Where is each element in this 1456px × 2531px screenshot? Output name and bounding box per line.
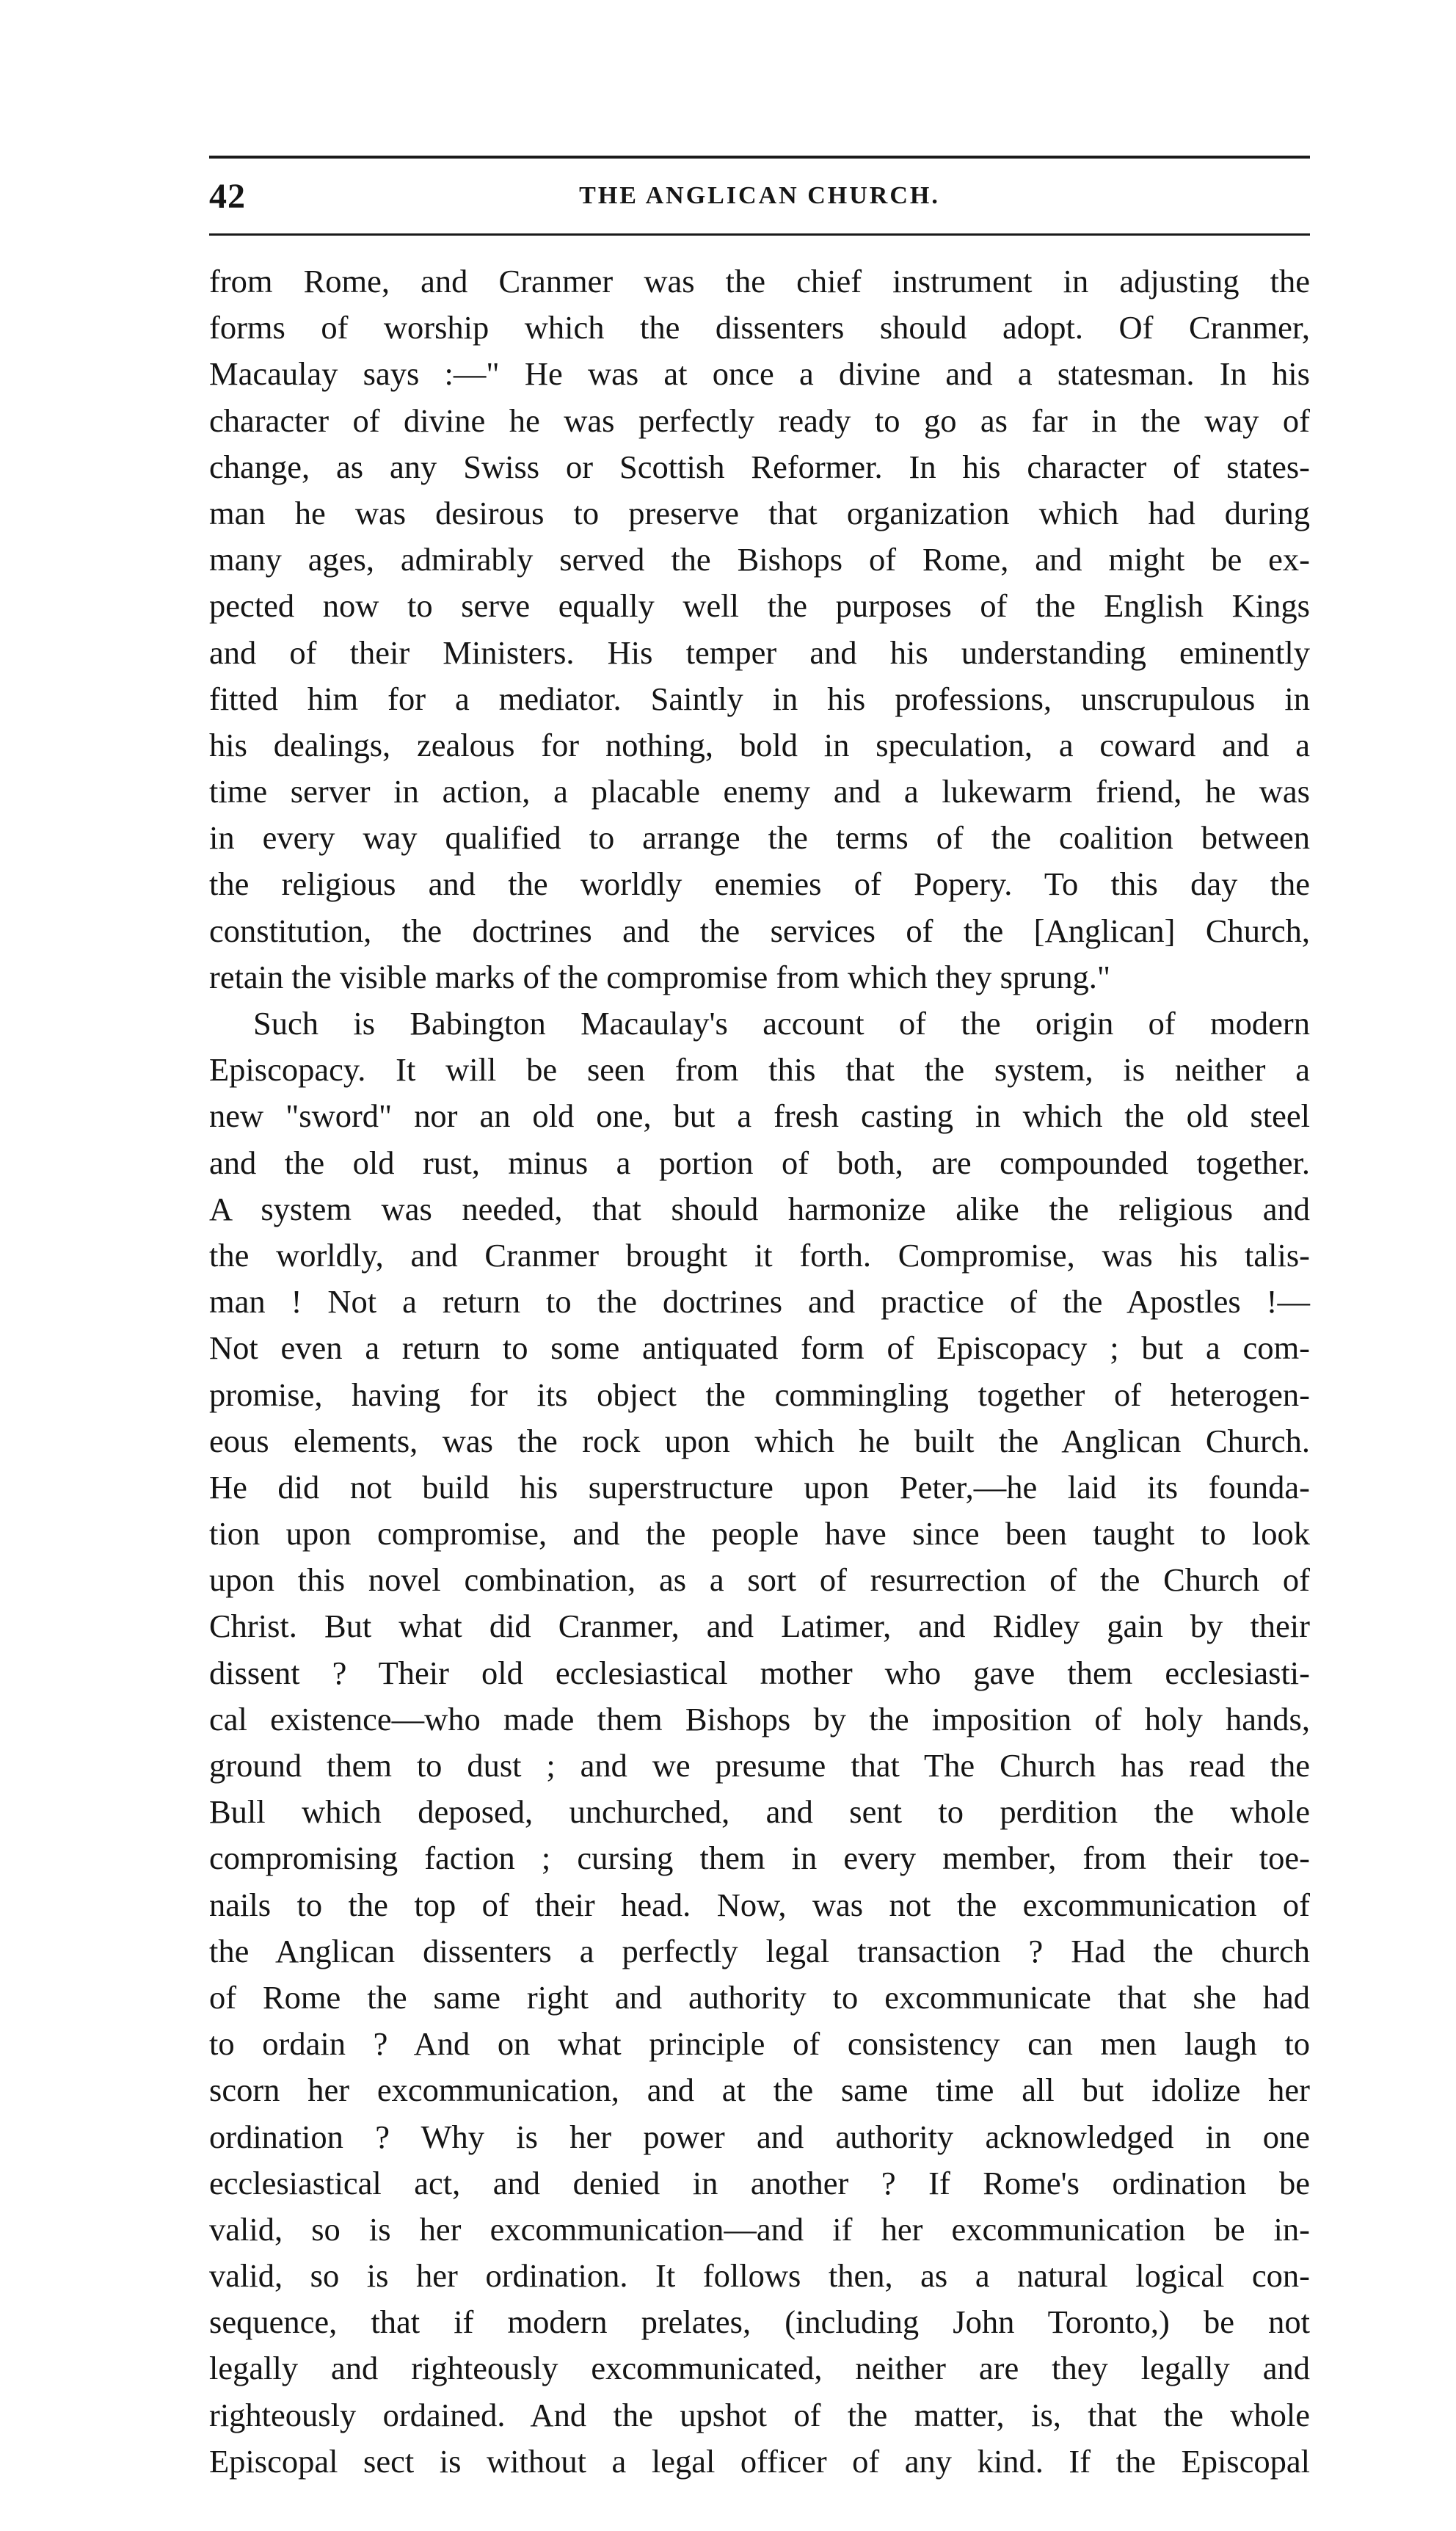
body-text [209, 258, 1310, 2531]
text-line: of Rome the same right and authority to excommunicate that she had [209, 1978, 1310, 2016]
text-line: in every way qualified to arrange the terms of the coalition between [209, 819, 1310, 857]
text-line: constitution, the doctrines and the services of the [Anglican] Church, [209, 912, 1310, 949]
text-line: retain the visible marks of the compromise from which they sprung." [209, 958, 1111, 995]
text-line: Episcopacy. It will be seen from this that the system, is neither a [209, 1051, 1310, 1089]
text-line: scorn her excommunication, and at the same time all but idolize her [209, 2071, 1310, 2109]
text-line: the worldly, and Cranmer brought it forth. Compromise, was his talis- [209, 1236, 1310, 1274]
text-line: ecclesiastical act, and denied in another ? If Rome's ordination be [209, 2164, 1310, 2201]
text-line: from Rome, and Cranmer was the chief instrument in adjusting the [209, 263, 1310, 299]
text-line: pected now to serve equally well the purposes of the English Kings [209, 587, 1310, 625]
text-line: tion upon compromise, and the people have since been taught to look [209, 1515, 1310, 1553]
text-line: righteously ordained. And the upshot of the matter, is, that the whole [209, 2396, 1310, 2433]
text-line: forms of worship which the dissenters should adopt. Of Cranmer, [209, 309, 1310, 346]
text-line: sequence, that if modern prelates, (including John Toronto,) be not [209, 2303, 1310, 2341]
text-line: Bull which deposed, unchurched, and sent to perdition the whole [209, 1793, 1310, 1831]
text-line: man he was desirous to preserve that organization which had during [209, 494, 1310, 531]
header-top-rule [209, 156, 1310, 159]
text-line: Not even a return to some antiquated form of Episcopacy ; but a com- [209, 1329, 1310, 1367]
page-header [209, 175, 1310, 226]
text-line: A system was needed, that should harmonize alike the religious and [209, 1190, 1310, 1227]
header-bottom-rule [209, 233, 1310, 236]
text-line: upon this novel combination, as a sort of resurrection of the Church of [209, 1561, 1310, 1599]
text-line: many ages, admirably served the Bishops of Rome, and might be ex- [209, 541, 1310, 578]
text-line: time server in action, a placable enemy and a lukewarm friend, he was [209, 773, 1310, 810]
text-line: and the old rust, minus a portion of both, are compounded together. [209, 1144, 1310, 1181]
text-line: He did not build his superstructure upon Peter,—he laid its founda- [209, 1468, 1310, 1506]
page-number: 42 [209, 177, 246, 216]
text-line: valid, so is her excommunication—and if her excommunication be in- [209, 2210, 1310, 2248]
text-line: character of divine he was perfectly ready to go as far in the way of [209, 402, 1310, 439]
text-line: legally and righteously excommunicated, neither are they legally and [209, 2350, 1310, 2387]
text-line [209, 2485, 1310, 2531]
text-line: nails to the top of their head. Now, was not the excommunication of [209, 1886, 1310, 1923]
text-line: Episcopal sect is without a legal officer of any kind. If the Episcopal [209, 2442, 1310, 2480]
running-head: THE ANGLICAN CHURCH. [579, 182, 940, 209]
text-line: eous elements, was the rock upon which he built the Anglican Church. [209, 1422, 1310, 1459]
text-line: ground them to dust ; and we presume that The Church has read the [209, 1747, 1310, 1784]
text-line: cal existence—who made them Bishops by the imposition of holy hands, [209, 1700, 1310, 1737]
text-line: Macaulay says :—" He was at once a divine and a statesman. In his [209, 355, 1310, 393]
text-line: compromising faction ; cursing them in every member, from their toe- [209, 1840, 1310, 1877]
text-line: change, as any Swiss or Scottish Reformer. In his character of states- [209, 448, 1310, 485]
text-line: promise, having for its object the commingling together of heterogen- [209, 1376, 1310, 1413]
text-line: ordination ? Why is her power and authority acknowledged in one [209, 2118, 1310, 2155]
text-line: to ordain ? And on what principle of consistency can men laugh to [209, 2025, 1310, 2063]
text-line: the Anglican dissenters a perfectly legal transaction ? Had the church [209, 1932, 1310, 1969]
text-line: Such is Babington Macaulay's account of the origin of modern [253, 1005, 1310, 1042]
text-line: dissent ? Their old ecclesiastical mother who gave them ecclesiasti- [209, 1654, 1310, 1691]
text-line: new "sword" nor an old one, but a fresh casting in which the old steel [209, 1097, 1310, 1135]
text-line: valid, so is her ordination. It follows then, as a natural logical con- [209, 2257, 1310, 2295]
text-line: his dealings, zealous for nothing, bold in speculation, a coward and a [209, 726, 1310, 763]
text-line: Christ. But what did Cranmer, and Latimer, and Ridley gain by their [209, 1608, 1310, 1645]
text-line: and of their Ministers. His temper and his understanding eminently [209, 633, 1310, 671]
text-line: fitted him for a mediator. Saintly in his professions, unscrupulous in [209, 680, 1310, 717]
text-line: the religious and the worldly enemies of Popery. To this day the [209, 865, 1310, 903]
text-line: man ! Not a return to the doctrines and practice of the Apostles !— [209, 1283, 1310, 1321]
